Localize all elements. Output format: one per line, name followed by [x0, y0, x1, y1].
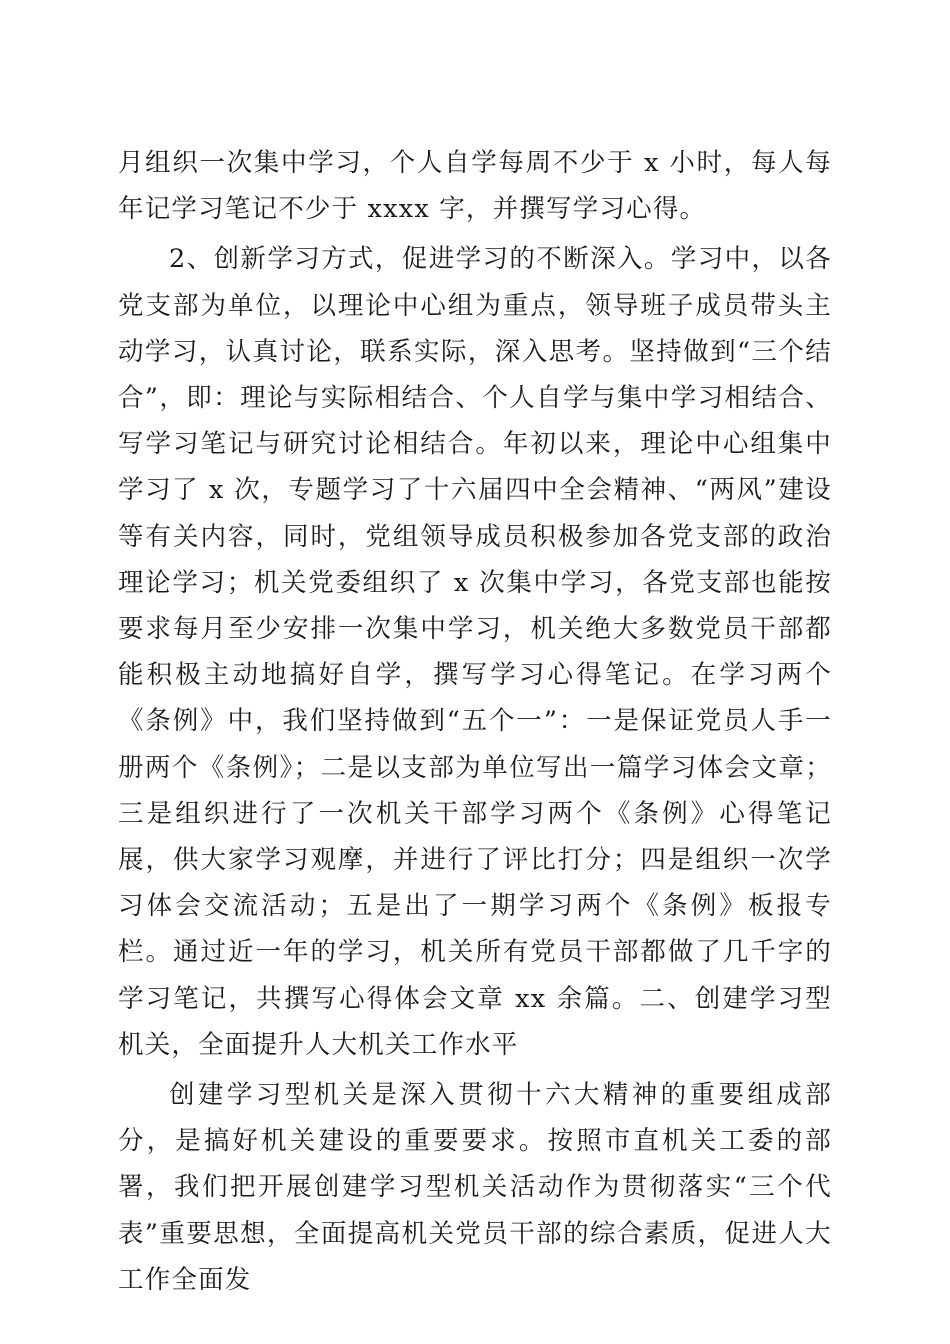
document-body: [118, 140, 832, 1303]
paragraph-learning-methods: 2、创新学习方式，促进学习的不断深入。学习中，以各党支部为单位，以理论中心组为重点，领导班子成员带头主动学习，认真讨论，联系实际，深入思考。坚持做到“三个结合”，即：理论与实际相结合、个人自学与集中学习相结合、写学习笔记与研究讨论相结合。年初以来，理论中心组集中学习了 x 次，专题学习了十六届四中全会精神、“两风”建设等有关内容，同时，党组领导成员积极参加各党支部的政治理论学习；机关党委组织了 x 次集中学习，各党支部也能按要求每月至少安排一次集中学习，机关绝大多数党员干部都能积极主动地搞好自学，撰写学习心得笔记。在学习两个《条例》中，我们坚持做到“五个一”：一是保证党员人手一册两个《条例》；二是以支部为单位写出一篇学习体会文章；三是组织进行了一次机关干部学习两个《条例》心得笔记展，供大家学习观摩，并进行了评比打分；四是组织一次学习体会交流活动；五是出了一期学习两个《条例》板报专栏。通过近一年的学习，机关所有党员干部都做了几千字的学习笔记，共撰写心得体会文章 xx 余篇。二、创建学习型机关，全面提升人大机关工作水平: [118, 244, 832, 1060]
paragraph-learning-organization: 创建学习型机关是深入贯彻十六大精神的重要组成部分，是搞好机关建设的重要要求。按照市直机关工委的部署，我们把开展创建学习型机关活动作为贯彻落实“三个代表”重要思想，全面提高机关党员干部的综合素质，促进人大工作全面发: [118, 1080, 832, 1295]
paragraph-continuation: 月组织一次集中学习，个人自学每周不少于 x 小时，每人每年记学习笔记不少于 xxxx 字，并撰写学习心得。: [118, 148, 832, 225]
